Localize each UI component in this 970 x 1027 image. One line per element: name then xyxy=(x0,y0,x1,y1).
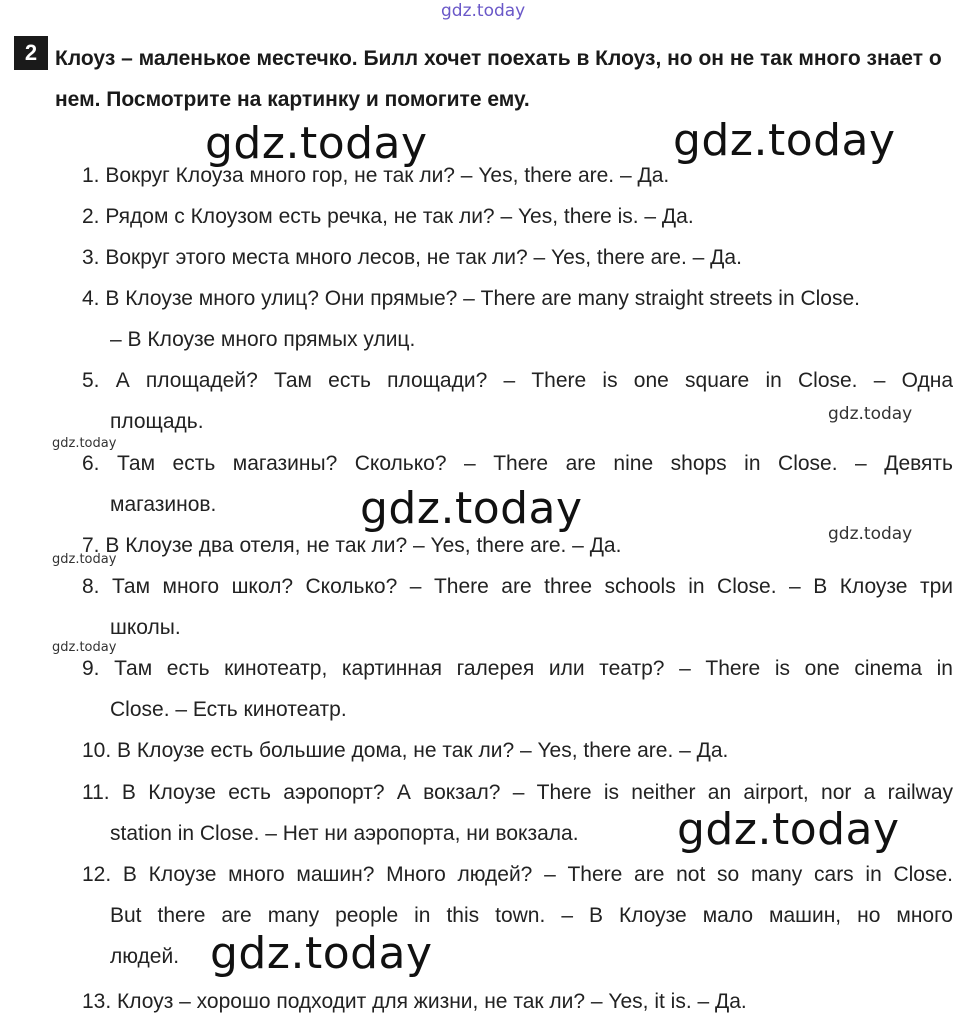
answer-10: 10. В Клоузе есть большие дома, не так ли? – Yes, there are. – Да. xyxy=(82,739,729,762)
watermark-large: gdz.today xyxy=(677,804,900,855)
watermark-tiny: gdz.today xyxy=(52,552,117,567)
task-number-badge: 2 xyxy=(14,36,48,70)
answer-5-line-2: площадь. xyxy=(110,410,204,433)
answer-3: 3. Вокруг этого места много лесов, не так ли? – Yes, there are. – Да. xyxy=(82,246,742,269)
answer-11-line-1: 11. В Клоузе есть аэропорт? А вокзал? – There is neither an airport, nor a railway xyxy=(82,781,953,804)
answer-4-line-1: 4. В Клоузе много улиц? Они прямые? – There are many straight streets in Close. xyxy=(82,287,860,310)
answer-2: 2. Рядом с Клоузом есть речка, не так ли? – Yes, there is. – Да. xyxy=(82,205,694,228)
answer-4-line-2: – В Клоузе много прямых улиц. xyxy=(110,328,416,351)
answer-6-line-2: магазинов. xyxy=(110,493,217,516)
watermark-small: gdz.today xyxy=(828,404,913,424)
answer-13: 13. Клоуз – хорошо подходит для жизни, не так ли? – Yes, it is. – Да. xyxy=(82,990,747,1013)
answer-8-line-1: 8. Там много школ? Сколько? – There are three schools in Close. – В Клоузе три xyxy=(82,575,953,598)
watermark-large: gdz.today xyxy=(673,115,896,166)
answer-12-line-1: 12. В Клоузе много машин? Много людей? – There are not so many cars in Close. xyxy=(82,863,953,886)
answer-6-line-1: 6. Там есть магазины? Сколько? – There are nine shops in Close. – Девять xyxy=(82,452,953,475)
answer-8-line-2: школы. xyxy=(110,616,181,639)
watermark-large: gdz.today xyxy=(210,928,433,979)
watermark-tiny: gdz.today xyxy=(52,640,117,655)
answer-12-line-2: But there are many people in this town. – В Клоузе мало машин, но много xyxy=(110,904,953,927)
watermark-small: gdz.today xyxy=(828,524,913,544)
answer-9-line-2: Close. – Есть кинотеатр. xyxy=(110,698,347,721)
task-title: Клоуз – маленькое местечко. Билл хочет поехать в Клоуз, но он не так много знает о нем. Посмотрите на картинку и помогите ему. xyxy=(55,47,942,111)
answer-12-line-3: людей. xyxy=(110,945,180,968)
answer-9-line-1: 9. Там есть кинотеатр, картинная галерея или театр? – There is one cinema in xyxy=(82,657,953,680)
answer-5-line-1: 5. А площадей? Там есть площади? – There is one square in Close. – Одна xyxy=(82,369,953,392)
answer-1: 1. Вокруг Клоуза много гор, не так ли? – Yes, there are. – Да. xyxy=(82,164,670,187)
watermark-large: gdz.today xyxy=(360,483,583,534)
watermark-top: gdz.today xyxy=(441,1,526,21)
watermark-large: gdz.today xyxy=(205,118,428,169)
watermark-tiny: gdz.today xyxy=(52,436,117,451)
answer-7: 7. В Клоузе два отеля, не так ли? – Yes, there are. – Да. xyxy=(82,534,622,557)
answer-11-line-2: station in Close. – Нет ни аэропорта, ни вокзала. xyxy=(110,822,579,845)
